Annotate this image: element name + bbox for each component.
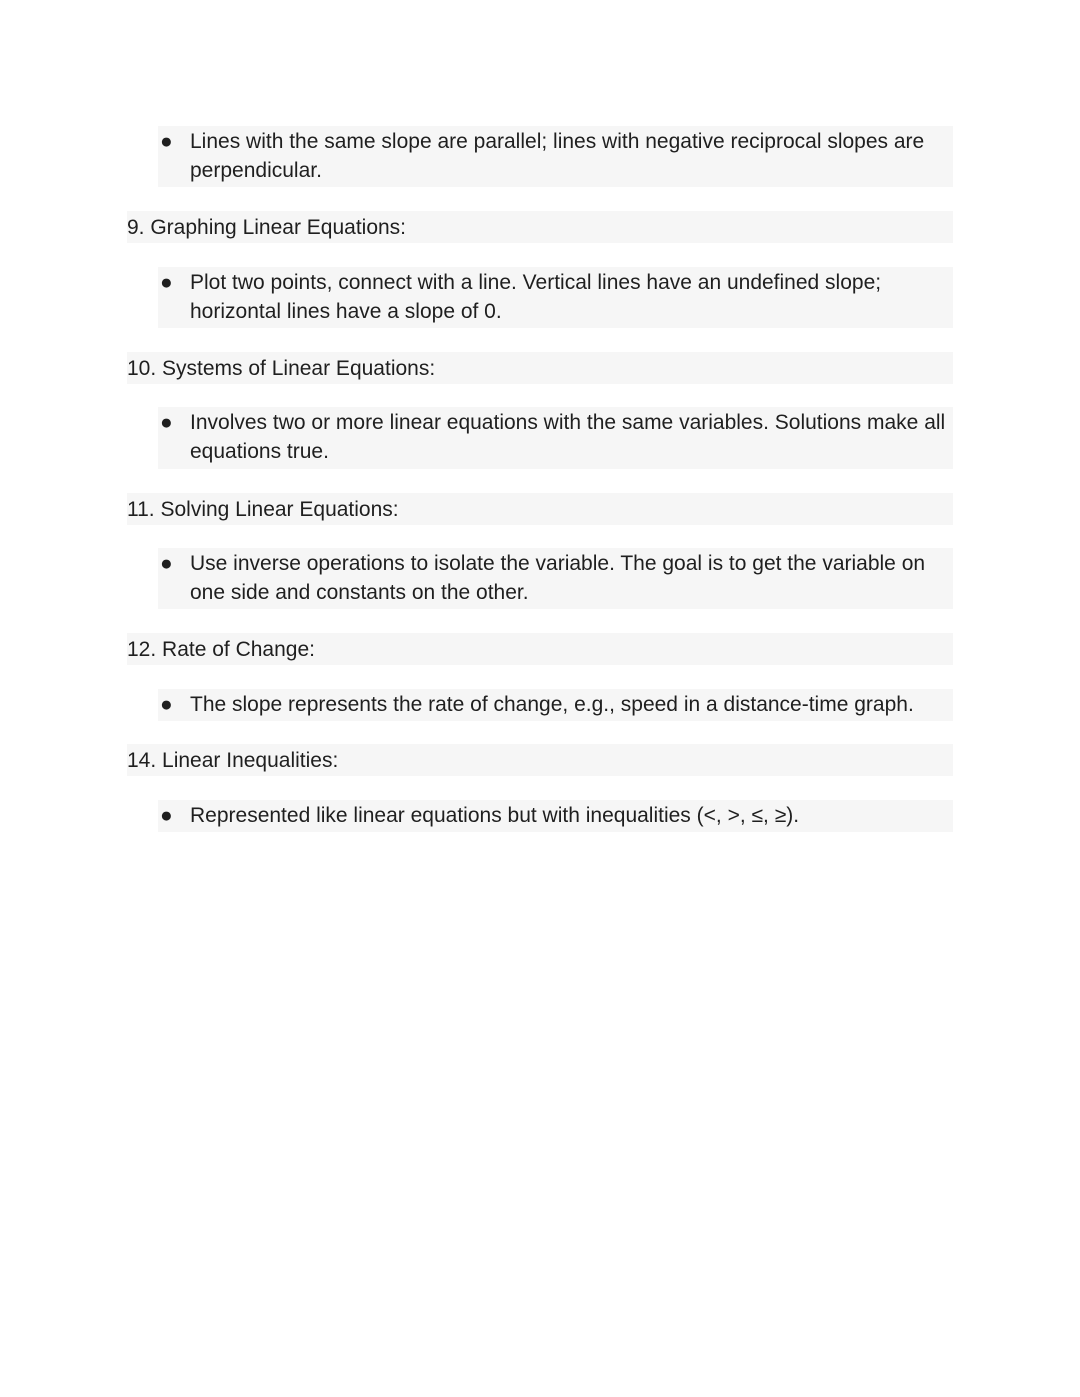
section-heading-text: 9. Graphing Linear Equations:	[127, 215, 407, 239]
list-item-slope-rate	[158, 689, 953, 721]
list-item-text: Lines with the same slope are parallel; lines with negative reciprocal slopes are perpendicular.	[190, 130, 925, 182]
list-item-inverse-operations	[158, 548, 953, 609]
list-item-text: Represented like linear equations but with inequalities (<, >, ≤, ≥).	[190, 804, 800, 827]
section-heading-graphing	[127, 211, 953, 243]
bullet-icon: ●	[160, 271, 173, 294]
section-heading-inequalities	[127, 744, 953, 776]
list-item-text: The slope represents the rate of change, e.g., speed in a distance-time graph.	[190, 693, 914, 716]
section-heading-systems	[127, 352, 953, 384]
list-item-plot-points	[158, 267, 953, 328]
bullet-icon: ●	[160, 411, 173, 434]
section-heading-rate-of-change	[127, 633, 953, 665]
bullet-icon: ●	[160, 130, 173, 153]
bullet-icon: ●	[160, 804, 173, 827]
list-item-inequalities	[158, 800, 953, 832]
list-item-systems	[158, 407, 953, 469]
list-item-text: Plot two points, connect with a line. Vertical lines have an undefined slope; horizontal lines have a slope of 0.	[190, 271, 882, 323]
list-item-parallel-lines	[158, 126, 953, 187]
bullet-icon: ●	[160, 552, 173, 575]
list-item-text: Use inverse operations to isolate the variable. The goal is to get the variable on one side and constants on the other.	[190, 552, 926, 604]
section-heading-text: 14. Linear Inequalities:	[127, 748, 339, 772]
section-heading-text: 11. Solving Linear Equations:	[127, 497, 399, 521]
list-item-text: Involves two or more linear equations with the same variables. Solutions make all equations true.	[190, 411, 946, 463]
section-heading-solving	[127, 493, 953, 525]
bullet-icon: ●	[160, 693, 173, 716]
section-heading-text: 12. Rate of Change:	[127, 637, 315, 661]
section-heading-text: 10. Systems of Linear Equations:	[127, 356, 436, 380]
